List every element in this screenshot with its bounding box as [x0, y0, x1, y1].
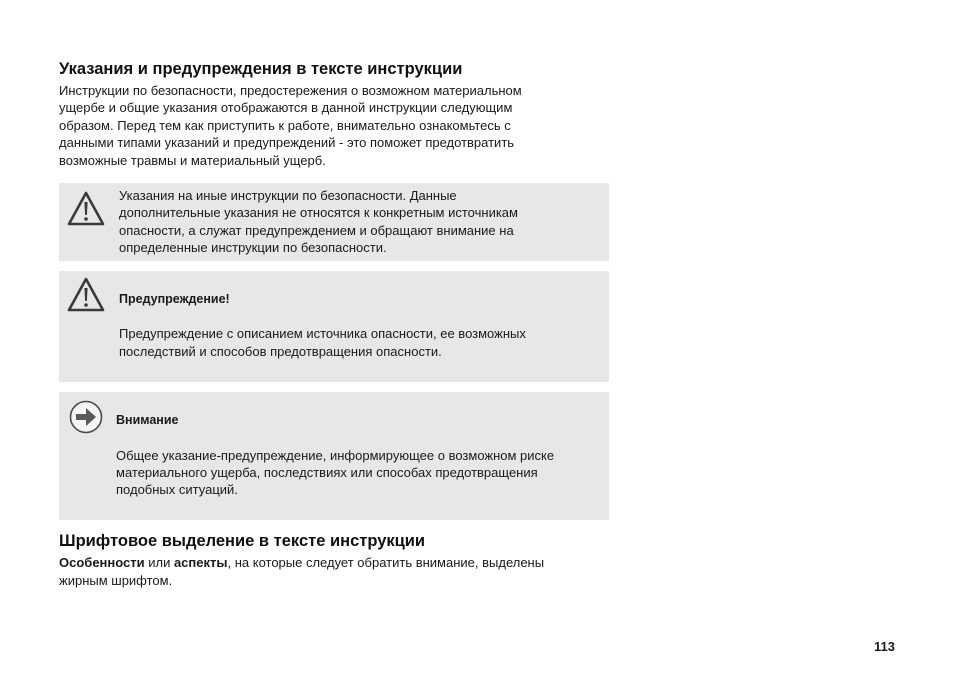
section-font-highlighting [59, 530, 611, 589]
section-heading-notes: Указания и предупреждения в тексте инструкции [59, 60, 463, 78]
section-intro-text: Инструкции по безопасности, предостережения о возможном материальном ущербе и общие указания отображаются в данной инструкции следующим образом. Перед тем как приступить к работе, внимательно ознакомьтесь с данными типами указаний и предупреждений - это поможет предотвратить возможные травмы и материальный ущерб. [59, 83, 522, 168]
note-general-text: Указания на иные инструкции по безопасности. Данные дополнительные указания не относятся к конкретным источникам опасности, а служат предупреждением и обращают внимание на определенные инструкции по безопасности. [119, 188, 518, 256]
arrow-right-circle-icon [67, 398, 107, 438]
note-warning [59, 271, 609, 382]
page-content [59, 58, 611, 589]
bold-term-features: Особенности [59, 555, 145, 571]
section-heading-fonts: Шрифтовое выделение в тексте инструкции [59, 532, 426, 551]
note-attention-text: Общее указание-предупреждение, информирующее о возможном риске материального ущерба, последствиях или способах предотвращения подобных ситуаций. [116, 447, 555, 498]
note-warning-text: Предупреждение с описанием источника опасности, ее возможных последствий и способов предотвращения опасности. [119, 326, 526, 359]
note-attention-title: Внимание [116, 413, 179, 428]
warning-triangle-icon [66, 275, 106, 315]
section-fonts-text [59, 554, 611, 589]
page-number: 113 [874, 639, 895, 654]
bold-term-aspects: аспекты [173, 555, 228, 571]
fonts-text-rest-line2: жирным шрифтом. [59, 572, 173, 588]
note-warning-title: Предупреждение! [119, 292, 230, 307]
connector-text: или [144, 555, 174, 571]
fonts-text-rest: , на которые следует обратить внимание, выделены [227, 555, 545, 571]
note-attention [59, 392, 609, 520]
warning-triangle-icon [66, 189, 106, 229]
note-general-safety [59, 183, 609, 261]
